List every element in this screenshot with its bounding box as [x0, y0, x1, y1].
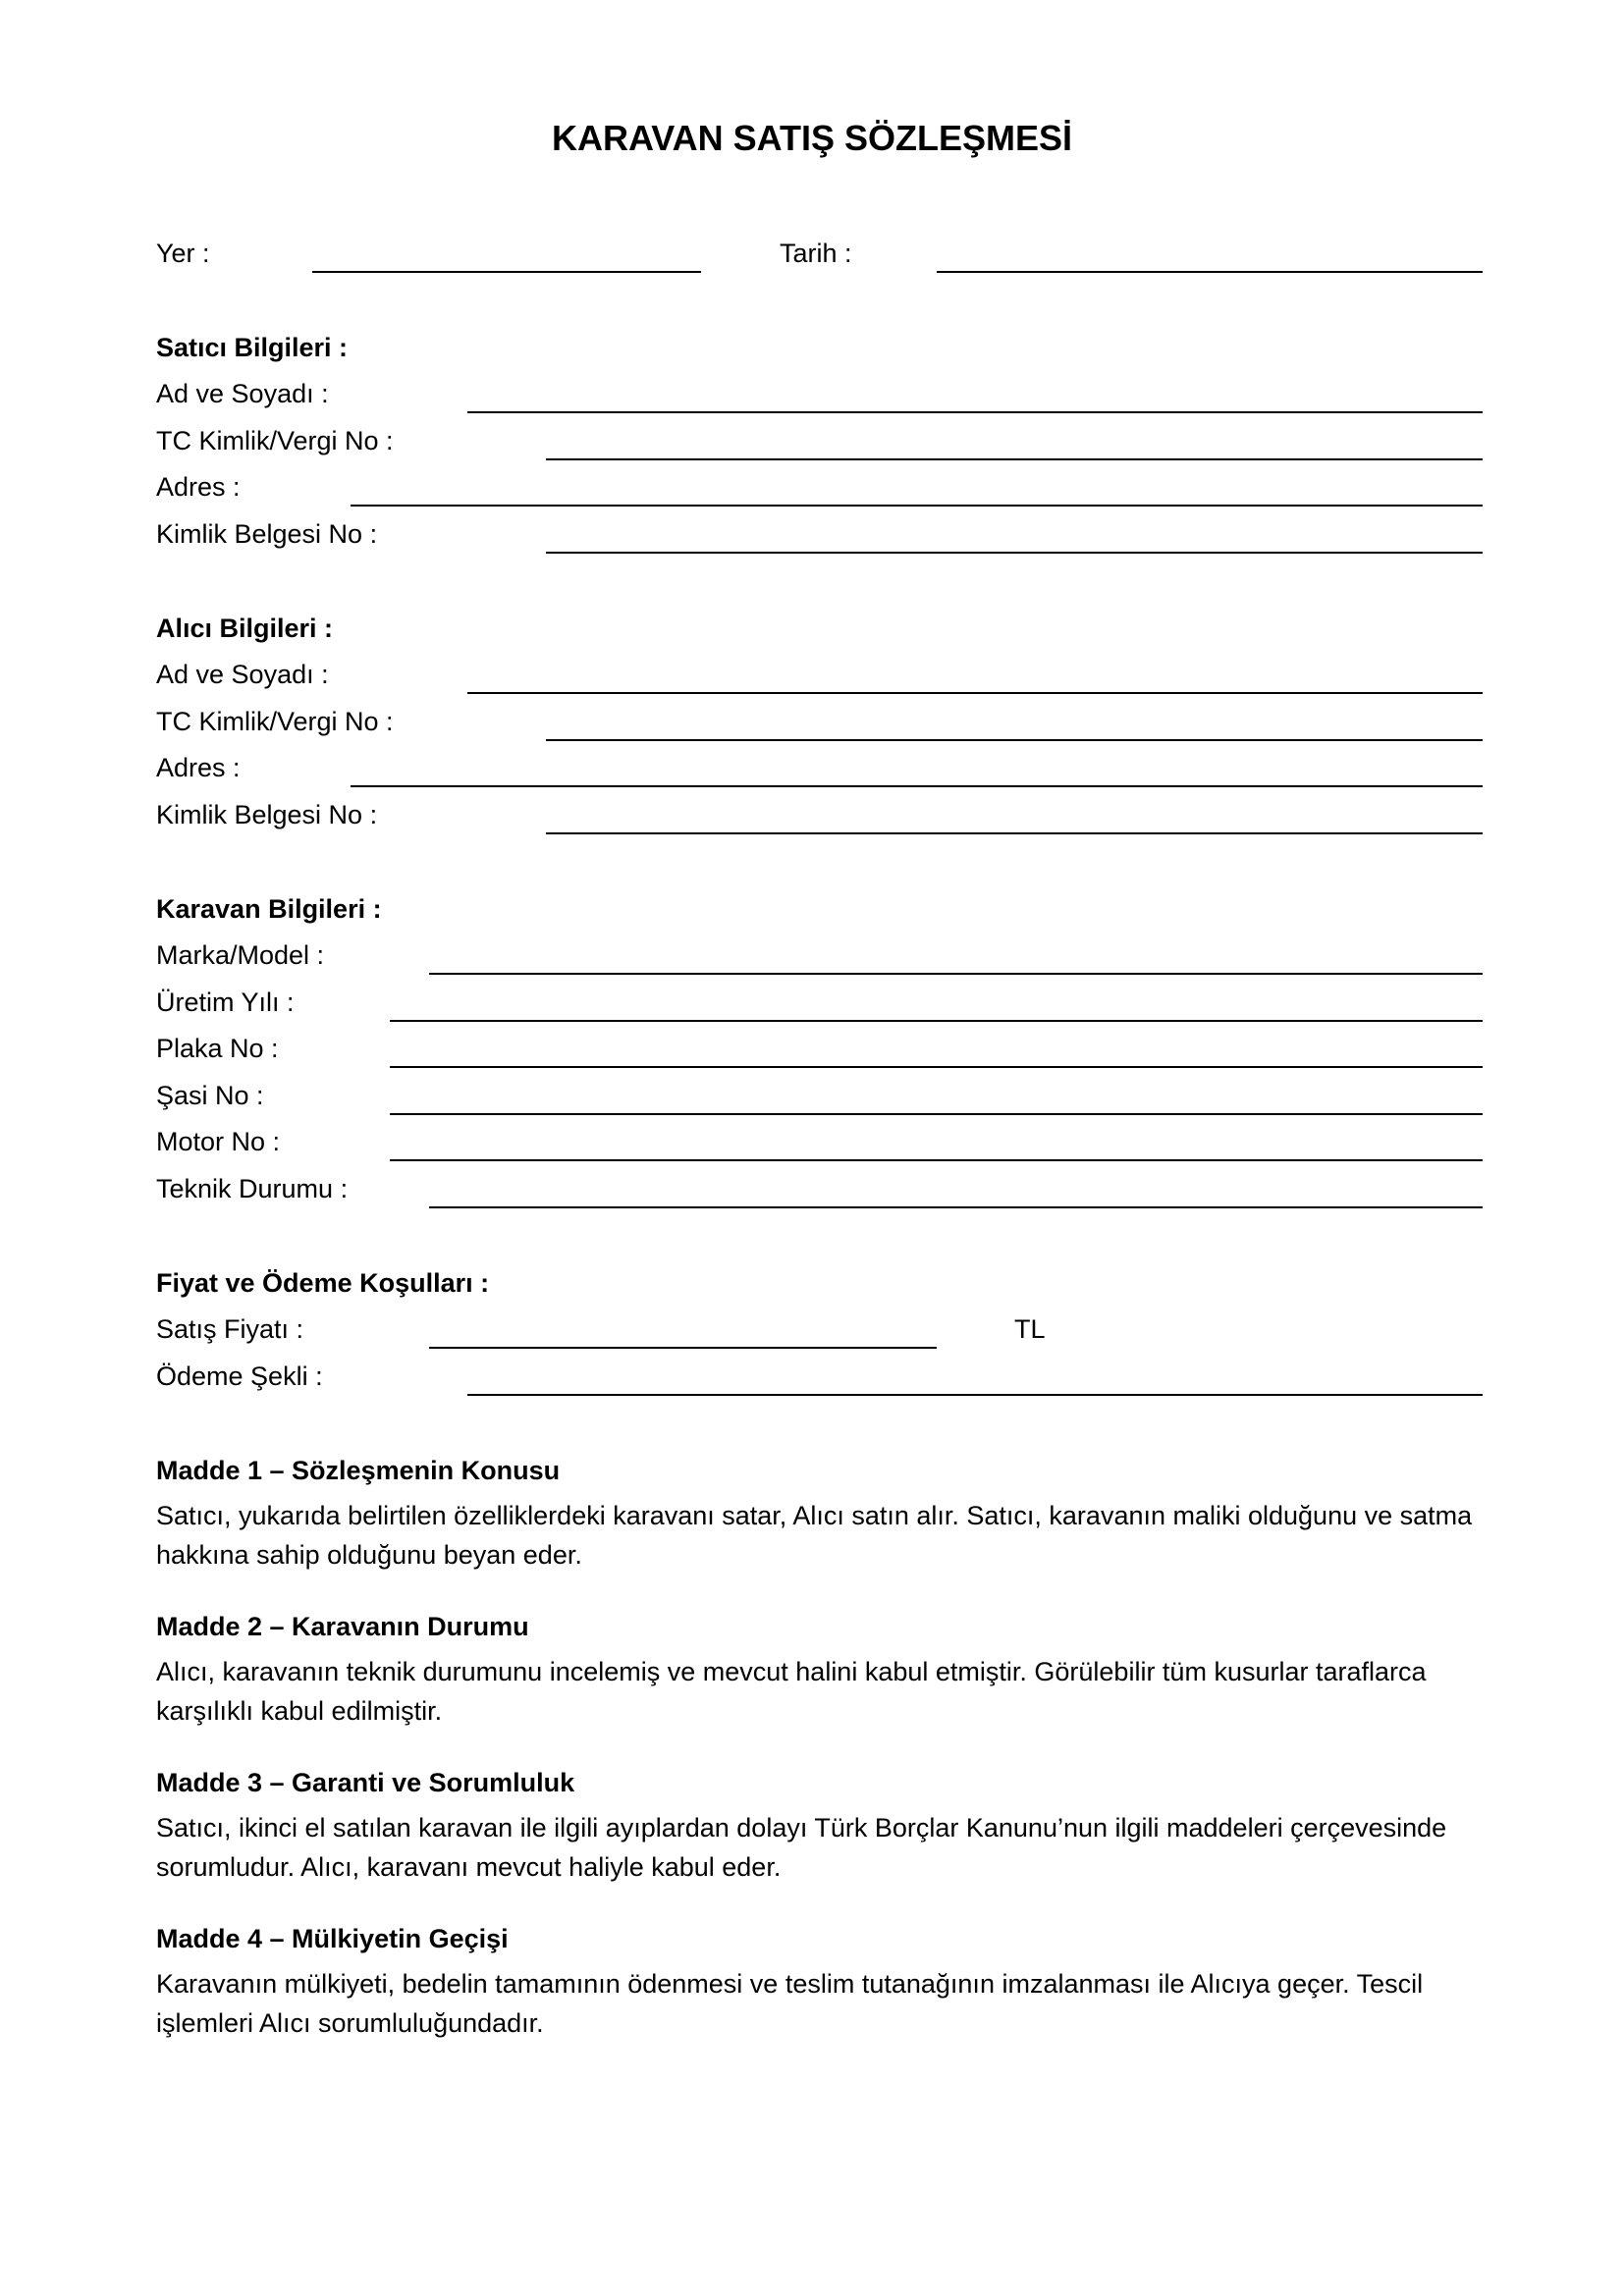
- buyer-tc-label: TC Kimlik/Vergi No :: [156, 707, 394, 736]
- payment-method-line[interactable]: [467, 1394, 1483, 1396]
- article-2-heading: Madde 2 – Karavanın Durumu: [156, 1612, 529, 1641]
- article-3-text: Satıcı, ikinci el satılan karavan ile ilgili ayıplardan dolayı Türk Borçlar Kanunu’nun ilgili maddeleri çerçevesinde sorumludur. Alıcı, karavanı mevcut haliyle kabul eder.: [156, 1813, 1447, 1882]
- date-label: Tarih :: [780, 239, 852, 268]
- seller-address-line[interactable]: [351, 505, 1483, 507]
- caravan-condition-line[interactable]: [429, 1206, 1483, 1208]
- buyer-heading: Alıcı Bilgileri :: [156, 614, 334, 643]
- payment-heading: Fiyat ve Ödeme Koşulları :: [156, 1268, 490, 1298]
- seller-address-label: Adres :: [156, 472, 241, 502]
- seller-id-doc-label: Kimlik Belgesi No :: [156, 519, 378, 549]
- seller-heading: Satıcı Bilgileri :: [156, 333, 349, 362]
- article-2-text: Alıcı, karavanın teknik durumunu incelemiş ve mevcut halini kabul etmiştir. Görülebilir tüm kusurlar taraflarca karşılıklı kabul edilmiştir.: [156, 1657, 1427, 1726]
- place-field-line[interactable]: [312, 271, 701, 273]
- article-4-text: Karavanın mülkiyeti, bedelin tamamının ödenmesi ve teslim tutanağının imzalanması ile Alıcıya geçer. Tescil işlemleri Alıcı sorumluluğundadır.: [156, 1969, 1424, 2038]
- caravan-engine-label: Motor No :: [156, 1127, 281, 1156]
- buyer-address-label: Adres :: [156, 753, 241, 782]
- seller-id-doc-line[interactable]: [546, 552, 1483, 554]
- caravan-brand-model-line[interactable]: [429, 973, 1483, 975]
- caravan-plate-line[interactable]: [390, 1066, 1483, 1068]
- payment-currency: TL: [1014, 1314, 1046, 1344]
- seller-tc-label: TC Kimlik/Vergi No :: [156, 426, 394, 455]
- article-1-text: Satıcı, yukarıda belirtilen özelliklerdeki karavanı satar, Alıcı satın alır. Satıcı, karavanın maliki olduğunu ve satma hakkına sahip olduğunu beyan eder.: [156, 1501, 1473, 1570]
- caravan-plate-label: Plaka No :: [156, 1034, 279, 1063]
- article-1-heading: Madde 1 – Sözleşmenin Konusu: [156, 1456, 561, 1485]
- caravan-chassis-line[interactable]: [390, 1113, 1483, 1115]
- buyer-name-label: Ad ve Soyadı :: [156, 660, 329, 689]
- buyer-address-line[interactable]: [351, 785, 1483, 787]
- buyer-id-doc-label: Kimlik Belgesi No :: [156, 800, 378, 829]
- caravan-year-line[interactable]: [390, 1020, 1483, 1022]
- payment-method-label: Ödeme Şekli :: [156, 1362, 323, 1391]
- buyer-name-line[interactable]: [467, 692, 1483, 694]
- caravan-brand-model-label: Marka/Model :: [156, 940, 325, 970]
- seller-name-line[interactable]: [467, 411, 1483, 413]
- payment-price-label: Satış Fiyatı :: [156, 1314, 304, 1344]
- caravan-chassis-label: Şasi No :: [156, 1081, 264, 1110]
- seller-name-label: Ad ve Soyadı :: [156, 379, 329, 408]
- place-label: Yer :: [156, 239, 210, 268]
- caravan-engine-line[interactable]: [390, 1159, 1483, 1161]
- caravan-year-label: Üretim Yılı :: [156, 988, 295, 1017]
- article-3-heading: Madde 3 – Garanti ve Sorumluluk: [156, 1768, 575, 1797]
- date-field-line[interactable]: [937, 271, 1483, 273]
- buyer-tc-line[interactable]: [546, 739, 1483, 741]
- caravan-condition-label: Teknik Durumu :: [156, 1174, 349, 1203]
- seller-tc-line[interactable]: [546, 458, 1483, 460]
- payment-price-line[interactable]: [429, 1347, 937, 1349]
- caravan-heading: Karavan Bilgileri :: [156, 894, 382, 924]
- page-title: KARAVAN SATIŞ SÖZLEŞMESİ: [551, 118, 1073, 158]
- article-4-heading: Madde 4 – Mülkiyetin Geçişi: [156, 1924, 509, 1953]
- buyer-id-doc-line[interactable]: [546, 832, 1483, 834]
